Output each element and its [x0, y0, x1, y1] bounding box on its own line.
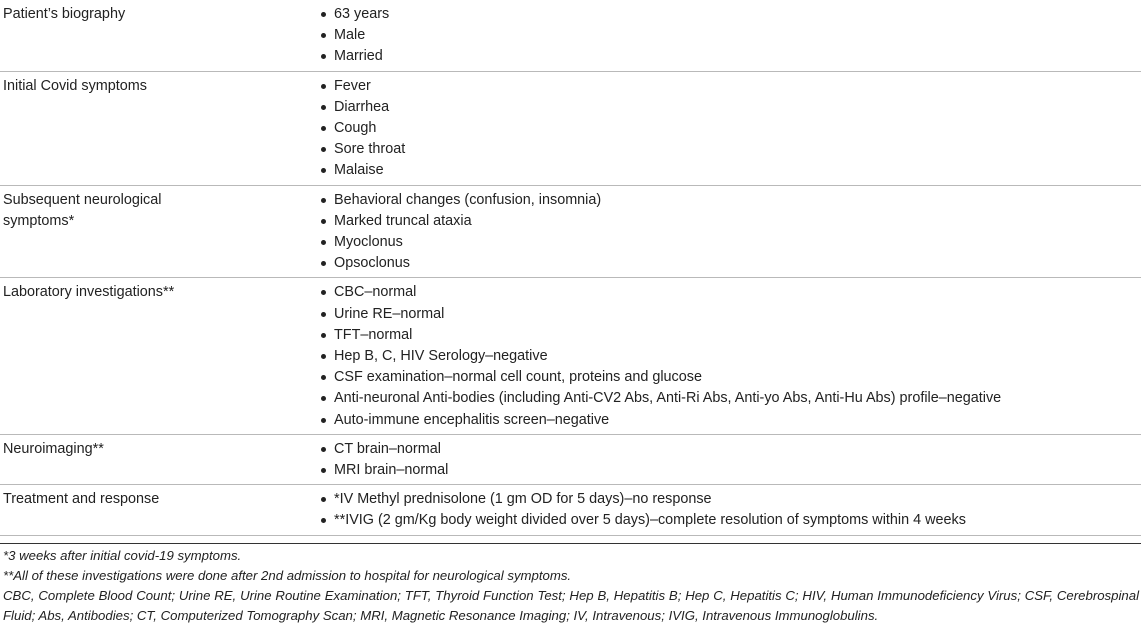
row-category: Laboratory investigations**: [0, 278, 308, 434]
row-category: Patient’s biography: [0, 0, 308, 71]
table-row-biography: [0, 0, 1141, 71]
list-item: Malaise: [308, 160, 1141, 181]
footnote-2: **All of these investigations were done after 2nd admission to hospital for neurological symptoms.: [3, 567, 572, 583]
list-item: *IV Methyl prednisolone (1 gm OD for 5 days)–no response: [308, 489, 1141, 510]
list-item: Marked truncal ataxia: [308, 211, 1141, 232]
table-row-neurological-symptoms: [0, 185, 1141, 278]
row-items: [308, 485, 1141, 535]
list-item: CSF examination–normal cell count, proteins and glucose: [308, 367, 1141, 388]
row-items: [308, 71, 1141, 185]
row-category: Neuroimaging**: [0, 434, 308, 484]
list-item: Behavioral changes (confusion, insomnia): [308, 190, 1141, 211]
list-item: Anti-neuronal Anti-bodies (including Anti-CV2 Abs, Anti-Ri Abs, Anti-yo Abs, Anti-Hu Abs) profile–negative: [308, 388, 1141, 409]
list-item: Fever: [308, 76, 1141, 97]
list-item: TFT–normal: [308, 325, 1141, 346]
list-item: Hep B, C, HIV Serology–negative: [308, 346, 1141, 367]
abbreviations-note: CBC, Complete Blood Count; Urine RE, Urine Routine Examination; TFT, Thyroid Function Test; Hep B, Hepatitis B; Hep C, Hepatitis C; HIV, Human Immunodeficiency Virus; CSF, Cerebrospinal Fluid; Abs, Antibodies; CT, Computerized Tomography Scan; MRI, Magnetic Resonance Imaging; IV, Intravenous; IVIG, Intravenous Immunoglobulins.: [3, 587, 1139, 623]
list-item: Sore throat: [308, 139, 1141, 160]
row-items: [308, 278, 1141, 434]
table-footnotes: [0, 544, 1139, 626]
list-item: **IVIG (2 gm/Kg body weight divided over 5 days)–complete resolution of symptoms within 4 weeks: [308, 510, 1141, 531]
table-row-treatment: [0, 485, 1141, 535]
row-category: Subsequent neurological symptoms*: [0, 185, 308, 278]
table-row-initial-symptoms: [0, 71, 1141, 185]
row-category: Treatment and response: [0, 485, 308, 535]
row-items: [308, 185, 1141, 278]
row-category: Initial Covid symptoms: [0, 71, 308, 185]
list-item: Urine RE–normal: [308, 304, 1141, 325]
row-items: [308, 434, 1141, 484]
list-item: Opsoclonus: [308, 253, 1141, 274]
list-item: CT brain–normal: [308, 439, 1141, 460]
list-item: Auto-immune encephalitis screen–negative: [308, 410, 1141, 431]
list-item: Married: [308, 46, 1141, 67]
list-item: CBC–normal: [308, 282, 1141, 303]
list-item: 63 years: [308, 4, 1141, 25]
footnote-1: *3 weeks after initial covid-19 symptoms.: [3, 547, 242, 563]
list-item: Cough: [308, 118, 1141, 139]
list-item: Myoclonus: [308, 232, 1141, 253]
row-items: [308, 0, 1141, 71]
table-row-laboratory: [0, 278, 1141, 434]
list-item: Male: [308, 25, 1141, 46]
list-item: Diarrhea: [308, 97, 1141, 118]
table-row-neuroimaging: [0, 434, 1141, 484]
list-item: MRI brain–normal: [308, 460, 1141, 481]
